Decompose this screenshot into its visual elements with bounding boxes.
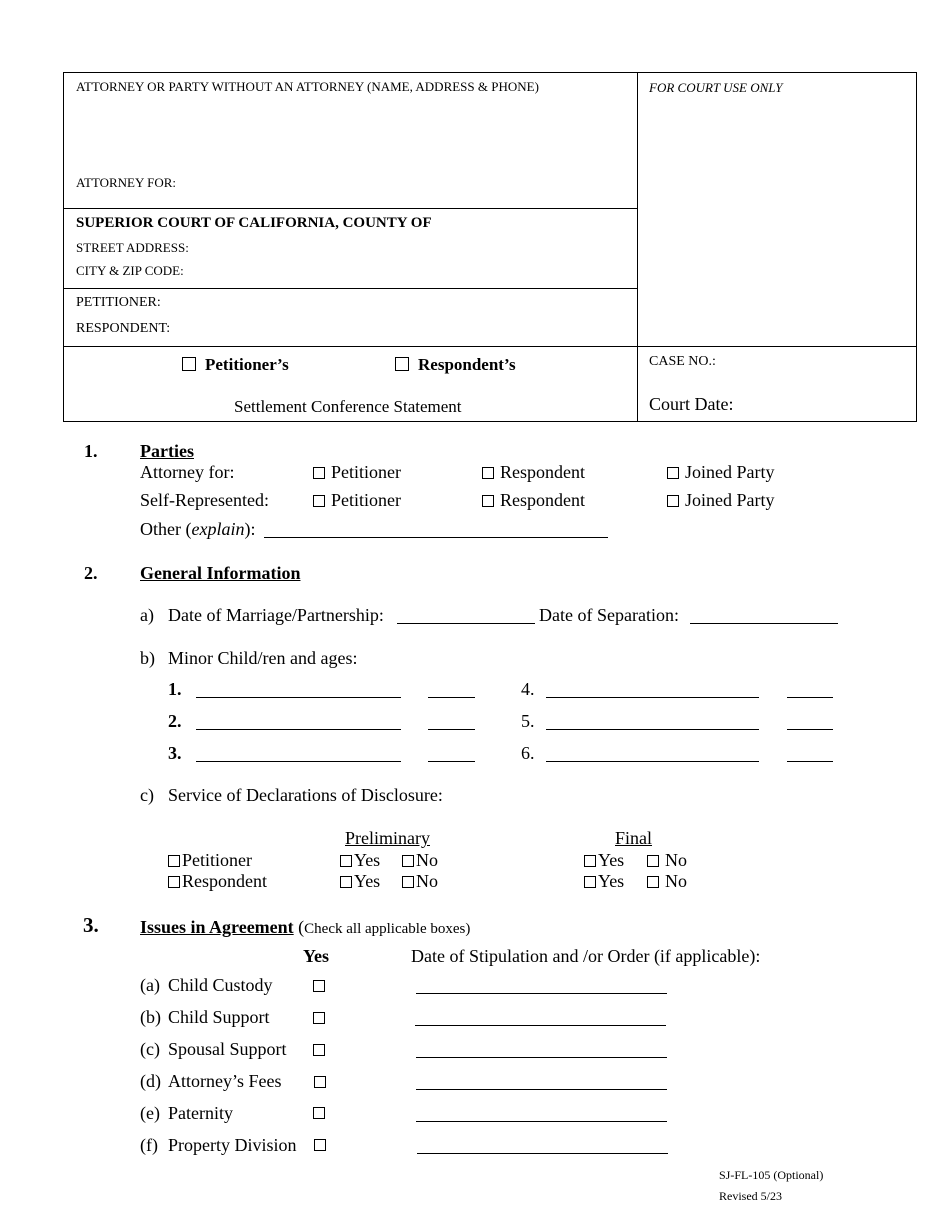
self-rep-joined bbox=[667, 490, 775, 511]
issue-b-label: Child Support bbox=[168, 1007, 270, 1027]
other-explain bbox=[140, 519, 255, 540]
self-rep-respondent bbox=[482, 490, 585, 511]
section-2-title: General Information bbox=[140, 563, 301, 583]
section-3-subtitle: Check all applicable boxes) bbox=[304, 921, 471, 937]
final-petitioner-yes-checkbox[interactable] bbox=[584, 855, 596, 867]
attorney-for-petitioner bbox=[313, 462, 401, 483]
court-use-label: FOR COURT USE ONLY bbox=[649, 80, 783, 95]
disclosure-petitioner-label: Petitioner bbox=[182, 850, 252, 870]
prelim-respondent-yes-label: Yes bbox=[354, 871, 381, 891]
section-1-number: 1. bbox=[84, 441, 98, 461]
issue-f-label: Property Division bbox=[168, 1135, 297, 1155]
final-respondent-yes-label: Yes bbox=[598, 871, 625, 891]
issue-b-date-field[interactable] bbox=[415, 1025, 666, 1026]
petitioners-option-label: Petitioner’s bbox=[205, 355, 289, 374]
case-no-label: CASE NO.: bbox=[649, 354, 716, 369]
issue-c-checkbox[interactable] bbox=[313, 1044, 325, 1056]
petitioners-option bbox=[182, 355, 289, 375]
section-3-paren: ( bbox=[293, 917, 305, 937]
child-5-age-field[interactable] bbox=[787, 729, 833, 730]
respondent-label: RESPONDENT: bbox=[76, 321, 171, 336]
separation-date-label: Date of Separation: bbox=[539, 605, 679, 625]
attorney-for-label: ATTORNEY FOR: bbox=[76, 175, 177, 190]
final-petitioner-no bbox=[647, 850, 687, 871]
final-petitioner-yes-label: Yes bbox=[598, 850, 625, 870]
caption-divider bbox=[637, 72, 638, 422]
prelim-petitioner-yes-label: Yes bbox=[354, 850, 381, 870]
prelim-petitioner-no bbox=[402, 850, 438, 871]
prelim-respondent-yes bbox=[340, 871, 380, 892]
child-5-number: 5. bbox=[521, 711, 535, 731]
issue-c-label: Spousal Support bbox=[168, 1039, 287, 1059]
child-6-number: 6. bbox=[521, 743, 535, 763]
city-zip-label: CITY & ZIP CODE: bbox=[76, 263, 184, 278]
attorney-label: ATTORNEY OR PARTY WITHOUT AN ATTORNEY (NAME, ADDRESS & PHONE) bbox=[76, 79, 539, 94]
attorney-for-joined-label: Joined Party bbox=[685, 462, 775, 482]
form-title: Settlement Conference Statement bbox=[234, 397, 462, 416]
self-rep-joined-checkbox[interactable] bbox=[667, 495, 679, 507]
section-1-title: Parties bbox=[140, 441, 194, 461]
self-rep-respondent-checkbox[interactable] bbox=[482, 495, 494, 507]
revision-date: Revised 5/23 bbox=[719, 1189, 782, 1203]
attorney-for-respondent-label: Respondent bbox=[500, 462, 585, 482]
issue-f-date-field[interactable] bbox=[417, 1153, 668, 1154]
form-id: SJ-FL-105 (Optional) bbox=[719, 1168, 824, 1182]
marriage-date-label: Date of Marriage/Partnership: bbox=[168, 605, 384, 625]
section-3-heading bbox=[140, 917, 470, 938]
prelim-petitioner-yes bbox=[340, 850, 380, 871]
self-rep-petitioner-checkbox[interactable] bbox=[313, 495, 325, 507]
other-suffix: ): bbox=[244, 519, 256, 539]
child-1-age-field[interactable] bbox=[428, 697, 475, 698]
issue-b-marker: (b) bbox=[140, 1007, 161, 1027]
final-petitioner-no-checkbox[interactable] bbox=[647, 855, 659, 867]
disclosure-respondent-checkbox[interactable] bbox=[168, 876, 180, 888]
issue-e-checkbox[interactable] bbox=[313, 1107, 325, 1119]
attorney-for-petitioner-checkbox[interactable] bbox=[313, 467, 325, 479]
final-petitioner-yes bbox=[584, 850, 624, 871]
separation-date-field[interactable] bbox=[690, 623, 838, 624]
self-rep-petitioner bbox=[313, 490, 401, 511]
issue-e-label: Paternity bbox=[168, 1103, 233, 1123]
petitioners-checkbox[interactable] bbox=[182, 357, 196, 371]
self-represented-row-label: Self-Represented: bbox=[140, 490, 269, 510]
issue-e-marker: (e) bbox=[140, 1103, 160, 1123]
prelim-respondent-yes-checkbox[interactable] bbox=[340, 876, 352, 888]
respondents-checkbox[interactable] bbox=[395, 357, 409, 371]
section-3-title: Issues in Agreement bbox=[140, 917, 294, 937]
respondents-option-label: Respondent’s bbox=[418, 355, 516, 374]
issue-b-checkbox[interactable] bbox=[313, 1012, 325, 1024]
section-3-number: 3. bbox=[83, 913, 99, 937]
disclosure-petitioner bbox=[168, 850, 252, 871]
prelim-petitioner-yes-checkbox[interactable] bbox=[340, 855, 352, 867]
attorney-section-divider bbox=[63, 208, 637, 209]
child-3-name-field[interactable] bbox=[196, 761, 401, 762]
child-6-name-field[interactable] bbox=[546, 761, 759, 762]
disclosure-respondent bbox=[168, 871, 267, 892]
child-4-number: 4. bbox=[521, 679, 535, 699]
prelim-petitioner-no-checkbox[interactable] bbox=[402, 855, 414, 867]
issue-a-date-field[interactable] bbox=[416, 993, 667, 994]
self-rep-respondent-label: Respondent bbox=[500, 490, 585, 510]
child-2-age-field[interactable] bbox=[428, 729, 475, 730]
child-1-name-field[interactable] bbox=[196, 697, 401, 698]
prelim-respondent-no bbox=[402, 871, 438, 892]
self-rep-joined-label: Joined Party bbox=[685, 490, 775, 510]
parties-section-divider bbox=[63, 346, 917, 347]
final-respondent-yes-checkbox[interactable] bbox=[584, 876, 596, 888]
child-2-number: 2. bbox=[168, 711, 182, 731]
prelim-respondent-no-checkbox[interactable] bbox=[402, 876, 414, 888]
issue-d-date-field[interactable] bbox=[416, 1089, 667, 1090]
respondents-option bbox=[395, 355, 516, 375]
issue-c-date-field[interactable] bbox=[416, 1057, 667, 1058]
issue-a-marker: (a) bbox=[140, 975, 160, 995]
child-6-age-field[interactable] bbox=[787, 761, 833, 762]
final-respondent-no-label: No bbox=[665, 871, 687, 891]
attorney-for-row-label: Attorney for: bbox=[140, 462, 235, 482]
issue-e-date-field[interactable] bbox=[416, 1121, 667, 1122]
disclosure-label: Service of Declarations of Disclosure: bbox=[168, 785, 443, 805]
issue-a-label: Child Custody bbox=[168, 975, 273, 995]
prelim-petitioner-no-label: No bbox=[416, 850, 438, 870]
date-column-header: Date of Stipulation and /or Order (if applicable): bbox=[411, 946, 761, 966]
child-5-name-field[interactable] bbox=[546, 729, 759, 730]
issue-a-checkbox[interactable] bbox=[313, 980, 325, 992]
item-c-marker: c) bbox=[140, 785, 154, 805]
prelim-respondent-no-label: No bbox=[416, 871, 438, 891]
disclosure-petitioner-checkbox[interactable] bbox=[168, 855, 180, 867]
court-name: SUPERIOR COURT OF CALIFORNIA, COUNTY OF bbox=[76, 215, 432, 231]
child-2-name-field[interactable] bbox=[196, 729, 401, 730]
item-a-marker: a) bbox=[140, 605, 154, 625]
attorney-for-joined-checkbox[interactable] bbox=[667, 467, 679, 479]
other-explain-italic: explain bbox=[191, 519, 245, 539]
issue-c-marker: (c) bbox=[140, 1039, 160, 1059]
yes-column-header: Yes bbox=[303, 946, 329, 966]
other-explain-field[interactable] bbox=[264, 537, 608, 538]
court-section-divider bbox=[63, 288, 637, 289]
petitioner-label: PETITIONER: bbox=[76, 295, 161, 310]
attorney-for-petitioner-label: Petitioner bbox=[331, 462, 401, 482]
child-4-name-field[interactable] bbox=[546, 697, 759, 698]
item-b-marker: b) bbox=[140, 648, 155, 668]
issue-d-label: Attorney’s Fees bbox=[168, 1071, 282, 1091]
section-2-number: 2. bbox=[84, 563, 98, 583]
attorney-for-respondent-checkbox[interactable] bbox=[482, 467, 494, 479]
disclosure-respondent-label: Respondent bbox=[182, 871, 267, 891]
final-header: Final bbox=[615, 828, 653, 848]
child-3-number: 3. bbox=[168, 743, 182, 763]
self-rep-petitioner-label: Petitioner bbox=[331, 490, 401, 510]
street-address-label: STREET ADDRESS: bbox=[76, 240, 189, 255]
final-respondent-no bbox=[647, 871, 687, 892]
attorney-for-joined bbox=[667, 462, 775, 483]
child-3-age-field[interactable] bbox=[428, 761, 475, 762]
attorney-for-respondent bbox=[482, 462, 585, 483]
final-respondent-no-checkbox[interactable] bbox=[647, 876, 659, 888]
issue-f-checkbox[interactable] bbox=[314, 1139, 326, 1151]
issue-d-checkbox[interactable] bbox=[314, 1076, 326, 1088]
preliminary-header: Preliminary bbox=[345, 828, 430, 848]
child-1-number: 1. bbox=[168, 679, 182, 699]
minor-children-label: Minor Child/ren and ages: bbox=[168, 648, 358, 668]
final-respondent-yes bbox=[584, 871, 624, 892]
other-label: Other ( bbox=[140, 519, 192, 539]
final-petitioner-no-label: No bbox=[665, 850, 687, 870]
child-4-age-field[interactable] bbox=[787, 697, 833, 698]
issue-f-marker: (f) bbox=[140, 1135, 158, 1155]
marriage-date-field[interactable] bbox=[397, 623, 535, 624]
court-date-label: Court Date: bbox=[649, 394, 734, 414]
issue-d-marker: (d) bbox=[140, 1071, 161, 1091]
